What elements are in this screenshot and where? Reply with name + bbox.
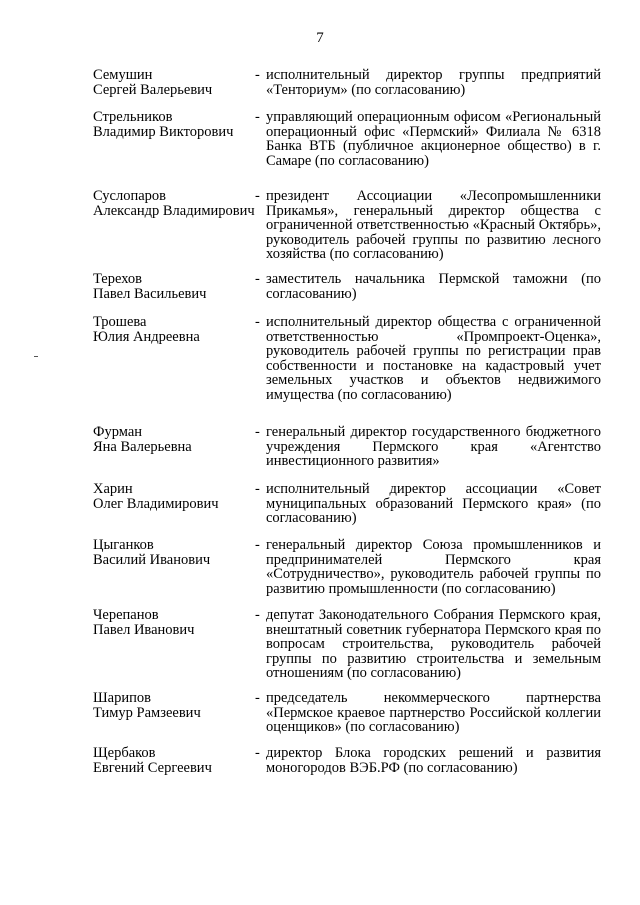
member-name: Стрельников Владимир Викторович [93,109,234,140]
role-text: генеральный директор государственного бюджетного учреждения Пермского края «Агентство инвестиционного развития» [266,424,601,469]
role-text: директор Блока городских решений и развития моногородов ВЭБ.РФ (по согласованию) [266,745,601,776]
dash-marker: - [255,607,260,623]
dash-marker: - [255,67,260,83]
role-text: управляющий операционным офисом «Региональный операционный офис «Пермский» Филиала № 6318 Банка ВТБ (публичное акционерное общество) в г. Самаре (по согласованию) [266,109,601,169]
role-text: генеральный директор Союза промышленников и предпринимателей Пермского края «Сотрудничество», руководитель рабочей группы по развитию промышленности (по согласованию) [266,537,601,597]
member-name: Цыганков Василий Иванович [93,537,211,568]
role-text: исполнительный директор группы предприятий «Тенториум» (по согласованию) [266,67,601,98]
member-name: Трошева Юлия Андреевна [93,314,200,345]
dash-marker: - [255,271,260,287]
role-text: исполнительный директор ассоциации «Совет муниципальных образований Пермского края» (по согласованию) [266,481,601,526]
member-name: Харин Олег Владимирович [93,481,219,512]
dash-marker: - [255,481,260,497]
dash-marker: - [255,537,260,553]
margin-mark [34,356,38,357]
member-name: Терехов Павел Васильевич [93,271,207,302]
member-name: Щербаков Евгений Сергеевич [93,745,212,776]
member-name: Черепанов Павел Иванович [93,607,195,638]
role-text: президент Ассоциации «Лесопромышленники Прикамья», генеральный директор общества с ограниченной ответственностью «Красный Октябрь», руководитель рабочей группы по развитию лесного хозяйства (по согласованию) [266,188,601,262]
page-number: 7 [316,30,324,46]
member-name: Шарипов Тимур Рамзеевич [93,690,201,721]
role-text: депутат Законодательного Собрания Пермского края, внештатный советник губернатора Пермского края по вопросам строительства, руководитель рабочей группы по развитию строительства и земельным отношениям (по согласованию) [266,607,601,681]
role-text: председатель некоммерческого партнерства «Пермское краевое партнерство Российской коллегии оценщиков» (по согласованию) [266,690,601,735]
member-name: Суслопаров Александр Владимирович [93,188,255,219]
role-text: исполнительный директор общества с ограниченной ответственностью «Промпроект-Оценка», руководитель рабочей группы по регистрации прав собственности и постановке на кадастровый учет земельных участков и объектов недвижимого имущества (по согласованию) [266,314,601,403]
dash-marker: - [255,424,260,440]
member-name: Семушин Сергей Валерьевич [93,67,213,98]
role-text: заместитель начальника Пермской таможни (по согласованию) [266,271,601,302]
member-name: Фурман Яна Валерьевна [93,424,192,455]
dash-marker: - [255,745,260,761]
dash-marker: - [255,188,260,204]
dash-marker: - [255,314,260,330]
dash-marker: - [255,109,260,125]
dash-marker: - [255,690,260,706]
